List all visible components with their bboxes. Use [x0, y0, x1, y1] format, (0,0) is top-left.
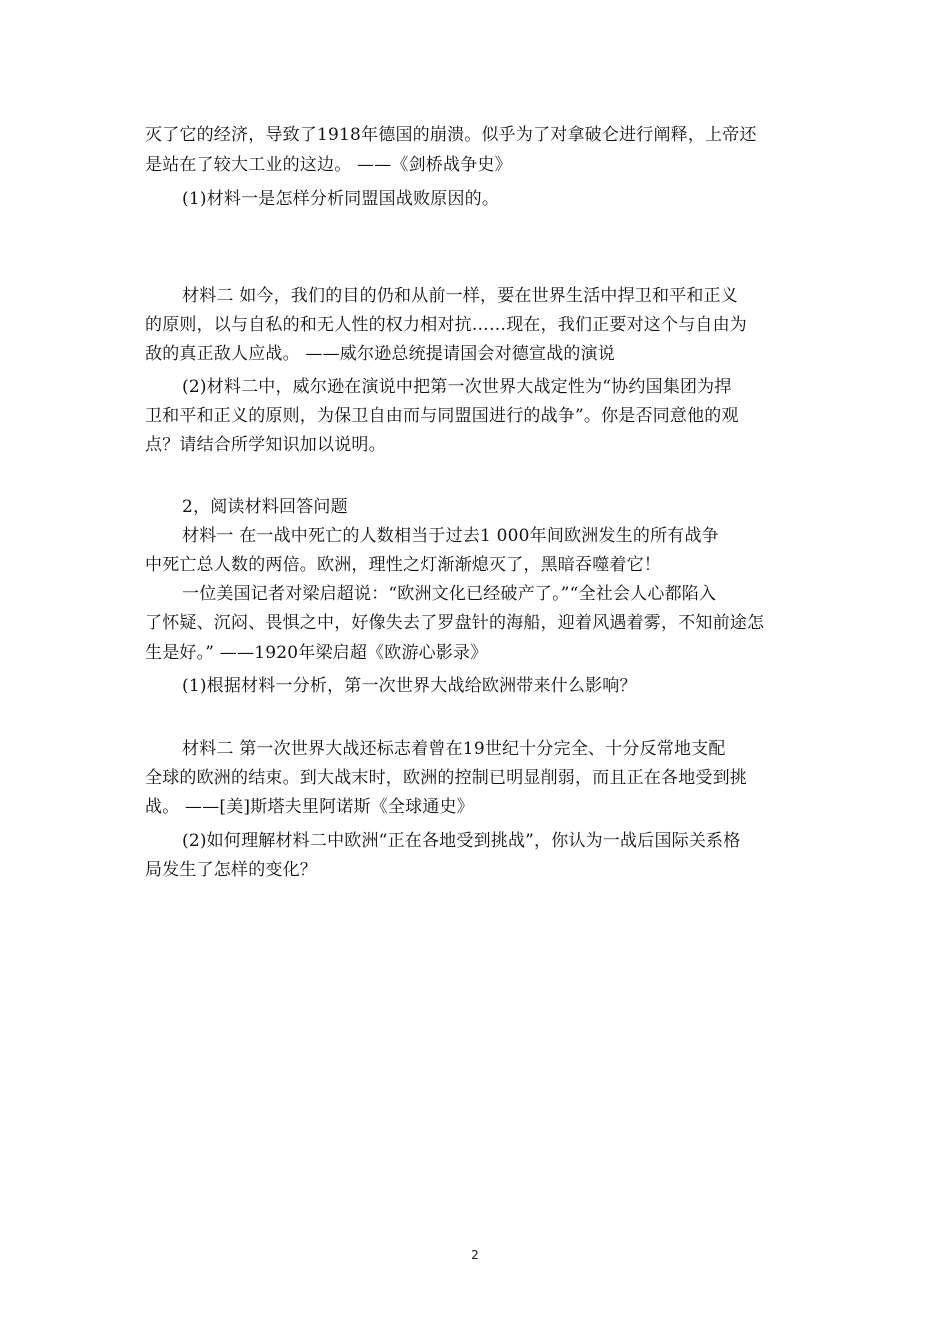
text-line: 了怀疑、沉闷、畏惧之中，好像失去了罗盘针的海船，迎着风遇着雾，不知前途怎 [145, 613, 765, 633]
text-line: 是站在了较大工业的这边。 ——《剑桥战争史》 [145, 155, 512, 175]
material-2-line: 材料二 第一次世界大战还标志着曾在19世纪十分完全、十分反常地支配 [182, 739, 726, 759]
question-2-heading: 2，阅读材料回答问题 [182, 497, 348, 517]
material-2-line: 材料二 如今，我们的目的仍和从前一样，要在世界生活中捍卫和平和正义 [182, 286, 739, 306]
text-line: 一位美国记者对梁启超说：“欧洲文化已经破产了。”“全社会人心都陷入 [182, 584, 717, 604]
text-line: 生是好。” ——1920年梁启超《欧游心影录》 [145, 643, 488, 663]
question-2-2: (2)如何理解材料二中欧洲“正在各地受到挑战”，你认为一战后国际关系格 [182, 831, 741, 851]
text-line: 点？请结合所学知识加以说明。 [145, 435, 386, 455]
text-line: 战。 ——[美]斯塔夫里阿诺斯《全球通史》 [145, 797, 474, 817]
text-line: 局发生了怎样的变化？ [145, 860, 317, 880]
text-line: 敌的真正敌人应战。 ——威尔逊总统提请国会对德宣战的演说 [145, 344, 616, 364]
text-line: 全球的欧洲的结束。到大战末时，欧洲的控制已明显削弱，而且正在各地受到挑 [145, 768, 747, 788]
page-number: 2 [471, 1248, 479, 1262]
text-line: 卫和平和正义的原则，为保卫自由而与同盟国进行的战争”。你是否同意他的观 [145, 406, 739, 426]
question-1-2: (2)材料二中，威尔逊在演说中把第一次世界大战定性为“协约国集团为捍 [182, 377, 732, 397]
text-line: 中死亡总人数的两倍。欧洲，理性之灯渐渐熄灭了，黑暗吞噬着它！ [145, 555, 661, 575]
text-line: 的原则，以与自私的和无人性的权力相对抗……现在，我们正要对这个与自由为 [145, 315, 747, 335]
material-1-line: 材料一 在一战中死亡的人数相当于过去1 000年间欧洲发生的所有战争 [182, 526, 719, 546]
question-2-1: (1)根据材料一分析，第一次世界大战给欧洲带来什么影响？ [182, 676, 637, 696]
question-1-1: (1)材料一是怎样分析同盟国战败原因的。 [182, 189, 500, 209]
text-line: 灭了它的经济，导致了1918年德国的崩溃。似乎为了对拿破仑进行阐释，上帝还 [145, 125, 757, 145]
